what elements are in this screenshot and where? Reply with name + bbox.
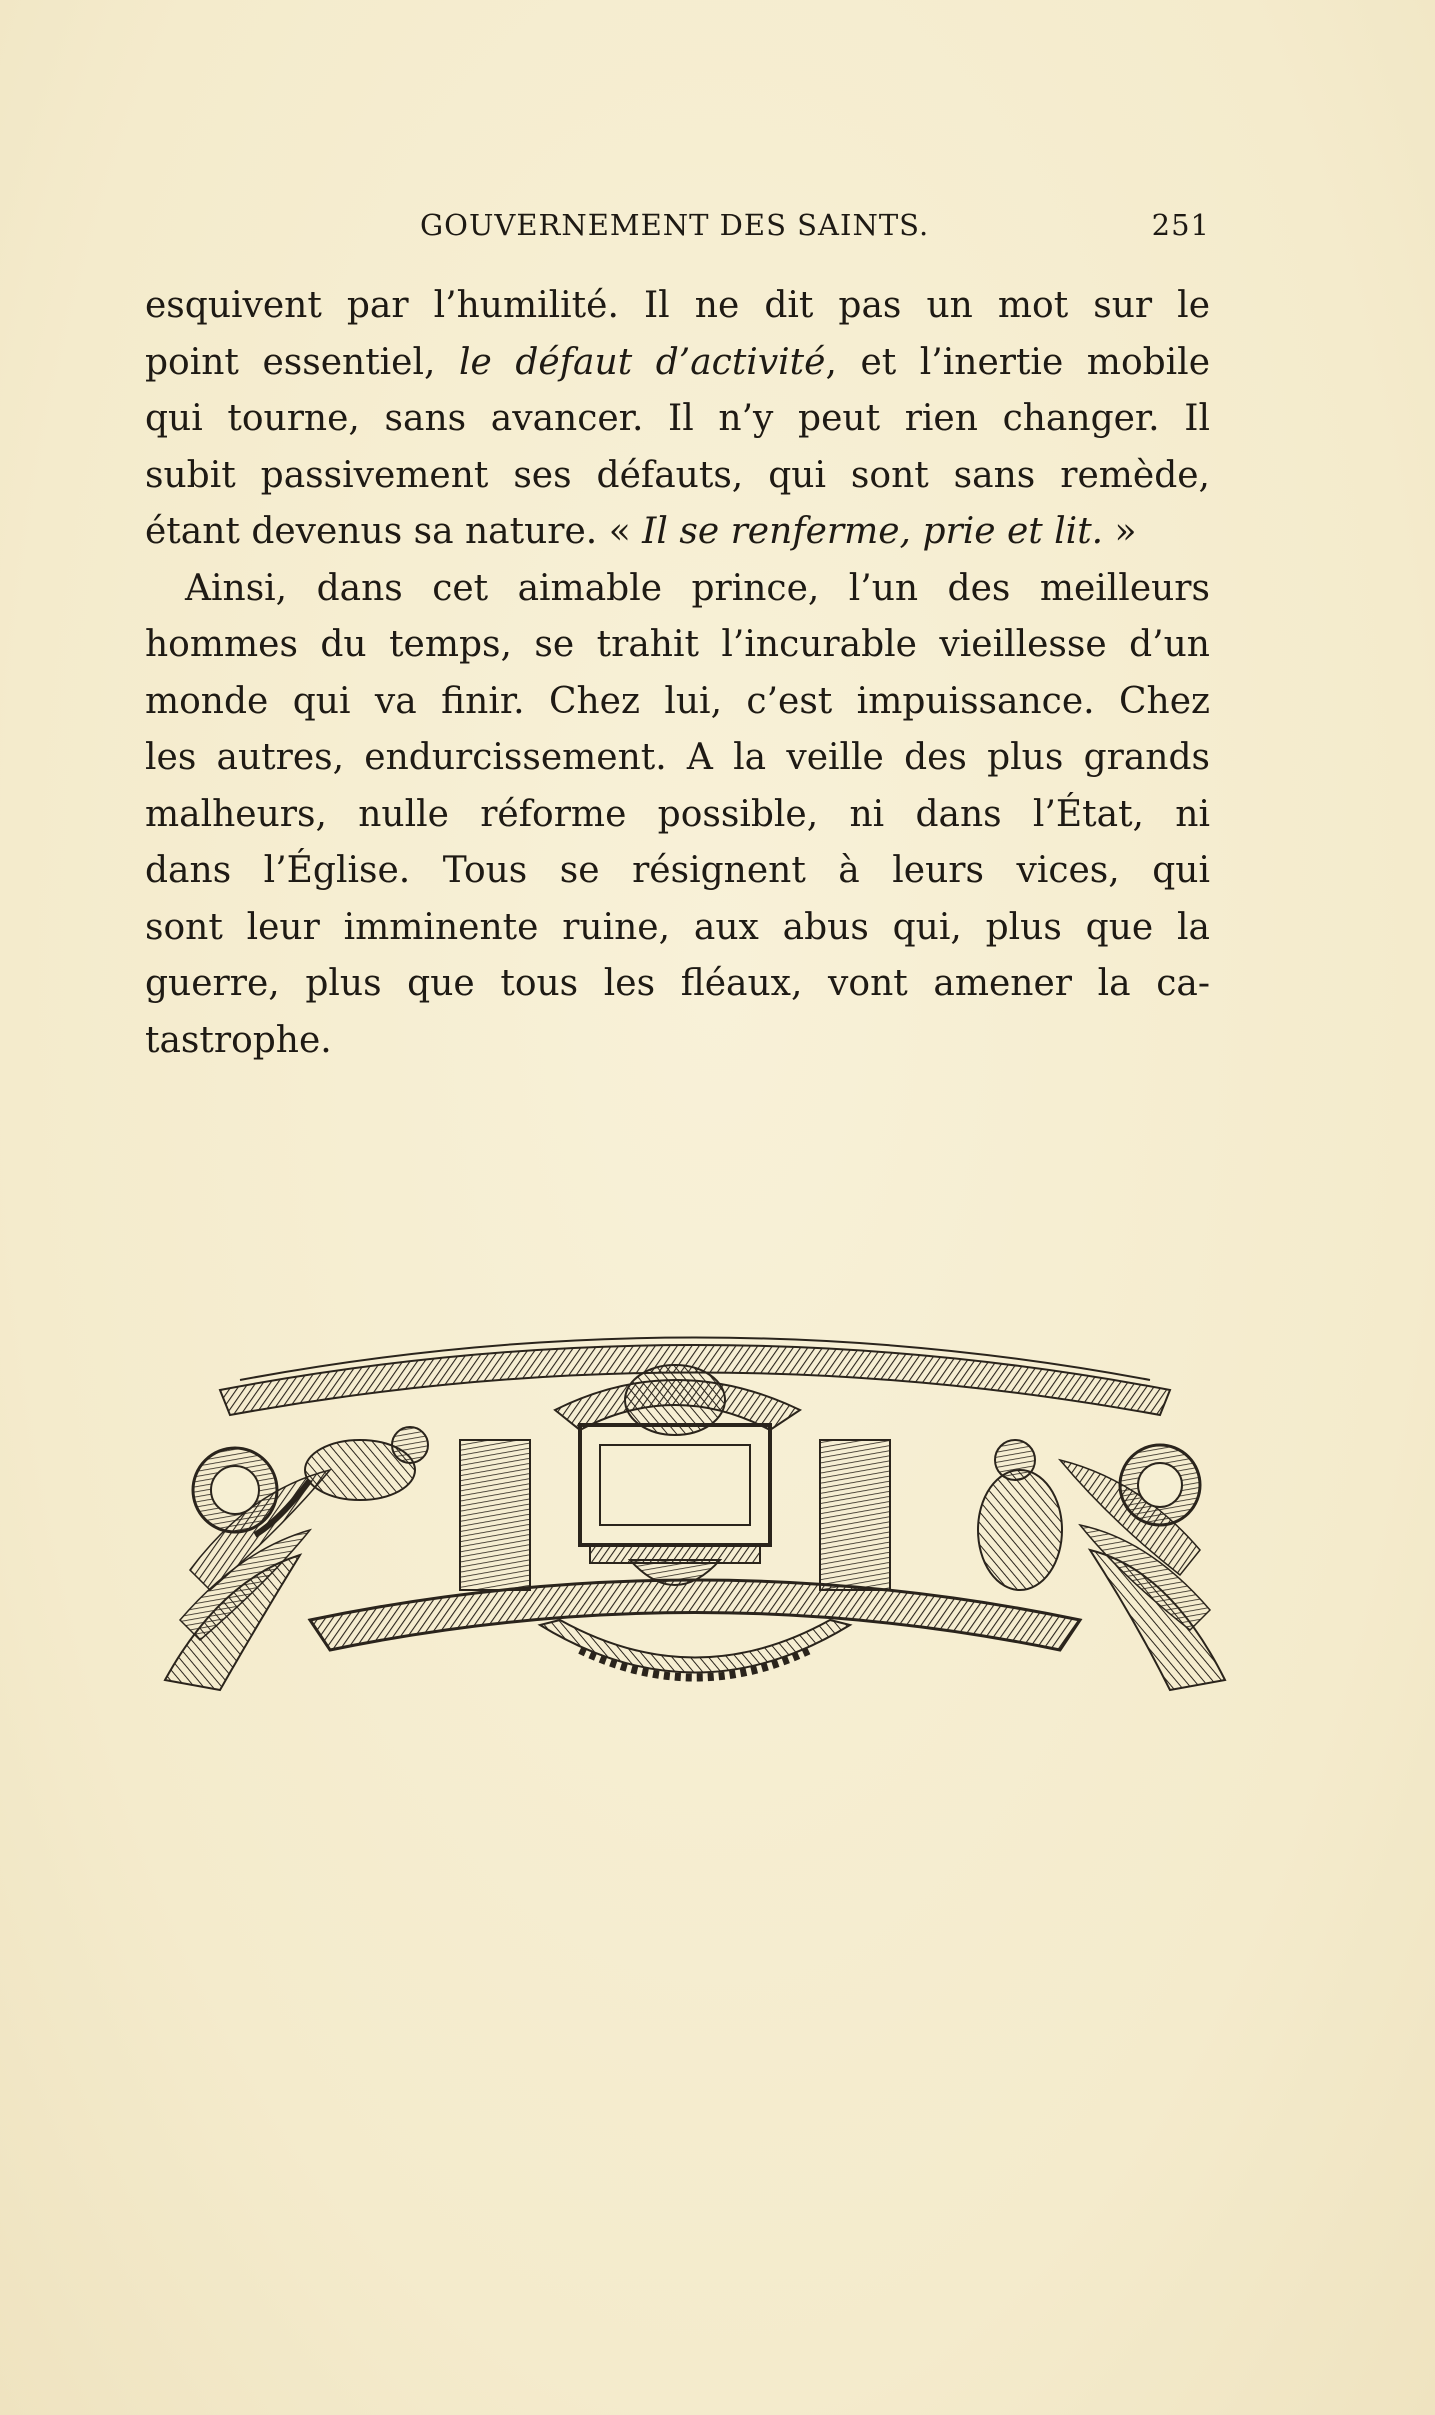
text-line: subit passivement ses défauts, qui sont sans remède,: [145, 454, 1210, 496]
text-line: guerre, plus que tous les fléaux, vont amener la ca-: [145, 963, 1210, 1004]
running-head: [420, 208, 1210, 248]
text-line: [145, 504, 1210, 561]
text-line: dans l’Église. Tous se résignent à leurs vices, qui: [145, 850, 1210, 891]
body-text: [145, 278, 1210, 1069]
text-line: monde qui va finir. Chez lui, c’est impuissance. Chez: [145, 680, 1210, 722]
text-segment: point essentiel,: [145, 341, 459, 383]
text-line: hommes du temps, se trahit l’incurable vieillesse d’un: [145, 624, 1210, 665]
text-line: malheurs, nulle réforme possible, ni dans l’État, ni: [145, 793, 1210, 835]
text-line: tastrophe.: [145, 1019, 332, 1061]
italic-phrase: le défaut d’activité: [459, 341, 826, 383]
text-segment: »: [1103, 511, 1137, 552]
text-segment: , et l’inertie mobile: [825, 341, 1210, 383]
running-title: GOUVERNEMENT DES SAINTS.: [420, 208, 930, 242]
italic-quote: Il se renferme, prie et lit.: [642, 511, 1104, 552]
text-line: sont leur imminente ruine, aux abus qui, plus que la: [145, 906, 1210, 948]
text-line: [145, 335, 1210, 392]
text-segment: étant devenus sa nature. «: [145, 511, 643, 552]
text-line: Ainsi, dans cet aimable prince, l’un des meilleurs: [185, 567, 1210, 609]
text-line: qui tourne, sans avancer. Il n’y peut rien changer. Il: [145, 398, 1210, 439]
page-number: 251: [1151, 208, 1210, 242]
text-line: esquivent par l’humilité. Il ne dit pas un mot sur le: [145, 285, 1210, 326]
text-line: les autres, endurcissement. A la veille des plus grands: [145, 737, 1210, 778]
engraved-vignette-ornament: [160, 1320, 1230, 1705]
